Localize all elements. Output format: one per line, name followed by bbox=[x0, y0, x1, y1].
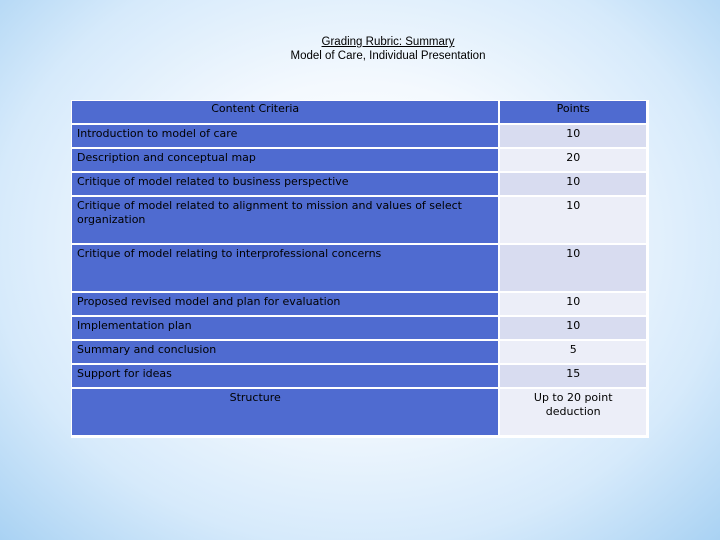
criteria-cell: Structure bbox=[72, 389, 500, 437]
rubric-subtitle: Model of Care, Individual Presentation bbox=[290, 50, 486, 62]
table-row bbox=[72, 341, 648, 365]
criteria-cell: Proposed revised model and plan for evaluation bbox=[72, 293, 500, 317]
criteria-cell: Critique of model relating to interprofessional concerns bbox=[72, 245, 500, 293]
header-content-criteria: Content Criteria bbox=[72, 101, 500, 125]
criteria-cell: Introduction to model of care bbox=[72, 125, 500, 149]
criteria-cell: Description and conceptual map bbox=[72, 149, 500, 173]
criteria-cell: Support for ideas bbox=[72, 365, 500, 389]
table-row bbox=[72, 125, 648, 149]
header-points: Points bbox=[500, 101, 648, 125]
table-row bbox=[72, 389, 648, 437]
table-row bbox=[72, 149, 648, 173]
table-row bbox=[72, 245, 648, 293]
table-header-row bbox=[72, 101, 648, 125]
grading-rubric-table bbox=[71, 100, 649, 438]
points-cell: 10 bbox=[500, 173, 648, 197]
table-row bbox=[72, 317, 648, 341]
table-row bbox=[72, 365, 648, 389]
criteria-cell: Implementation plan bbox=[72, 317, 500, 341]
criteria-cell: Critique of model related to alignment to mission and values of select organization bbox=[72, 197, 500, 245]
points-cell: 10 bbox=[500, 245, 648, 293]
points-cell: 15 bbox=[500, 365, 648, 389]
table-row bbox=[72, 197, 648, 245]
points-cell: 20 bbox=[500, 149, 648, 173]
points-cell: 10 bbox=[500, 317, 648, 341]
points-cell: 10 bbox=[500, 125, 648, 149]
criteria-cell: Critique of model related to business perspective bbox=[72, 173, 500, 197]
points-cell: 10 bbox=[500, 293, 648, 317]
points-cell: 10 bbox=[500, 197, 648, 245]
points-cell: Up to 20 point deduction bbox=[500, 389, 648, 437]
criteria-cell: Summary and conclusion bbox=[72, 341, 500, 365]
rubric-title: Grading Rubric: Summary bbox=[321, 36, 455, 48]
table-row bbox=[72, 173, 648, 197]
table-row bbox=[72, 293, 648, 317]
points-cell: 5 bbox=[500, 341, 648, 365]
